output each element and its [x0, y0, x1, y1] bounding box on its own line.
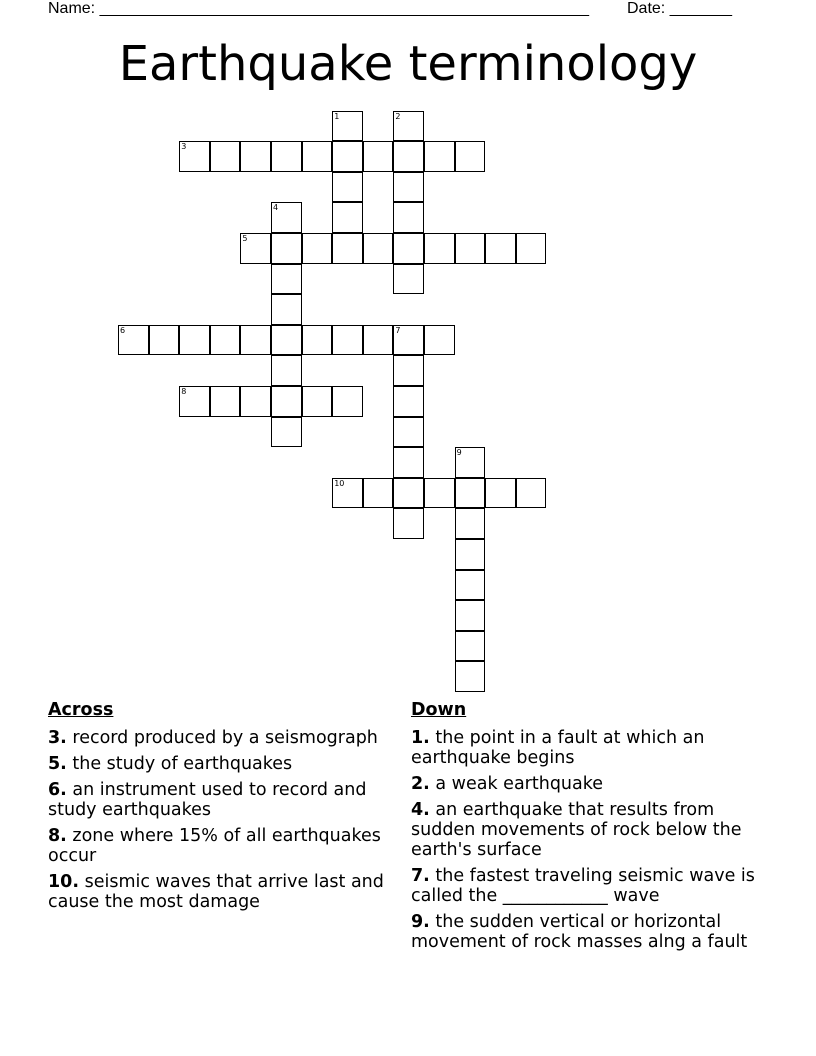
- clue-number: 7.: [411, 866, 430, 886]
- clue-number: 1.: [411, 728, 430, 748]
- clue-number-label: 9: [456, 448, 462, 458]
- grid-cell[interactable]: [332, 202, 363, 233]
- grid-cell[interactable]: [393, 417, 424, 448]
- grid-cell[interactable]: [240, 233, 271, 264]
- clue-number-label: 2: [395, 111, 401, 121]
- grid-cell[interactable]: [393, 447, 424, 478]
- grid-cell[interactable]: [393, 508, 424, 539]
- grid-cell[interactable]: [393, 264, 424, 295]
- clue-text: zone where 15% of all earthquakes occur: [48, 826, 381, 866]
- grid-cell[interactable]: [302, 233, 333, 264]
- grid-cell[interactable]: [455, 600, 486, 631]
- grid-cell[interactable]: [455, 508, 486, 539]
- grid-cell[interactable]: [393, 111, 424, 142]
- grid-cell[interactable]: [240, 325, 271, 356]
- clue-number: 6.: [48, 780, 67, 800]
- clue-text: the study of earthquakes: [66, 754, 293, 774]
- grid-cell[interactable]: [455, 631, 486, 662]
- clue-number: 5.: [48, 754, 67, 774]
- grid-cell[interactable]: [332, 233, 363, 264]
- clue-text: the point in a fault at which an earthquake begins: [411, 728, 705, 768]
- clue-text: an instrument used to record and study earthquakes: [48, 780, 367, 820]
- grid-cell[interactable]: [393, 355, 424, 386]
- grid-cell[interactable]: [455, 141, 486, 172]
- grid-cell[interactable]: [363, 325, 394, 356]
- grid-cell[interactable]: [179, 141, 210, 172]
- grid-cell[interactable]: [424, 141, 455, 172]
- date-line: Date: _______: [627, 0, 732, 17]
- grid-cell[interactable]: [332, 141, 363, 172]
- grid-cell[interactable]: [149, 325, 180, 356]
- grid-cell[interactable]: [455, 233, 486, 264]
- grid-cell[interactable]: [271, 386, 302, 417]
- grid-cell[interactable]: [424, 233, 455, 264]
- grid-cell[interactable]: [424, 478, 455, 509]
- grid-cell[interactable]: [363, 478, 394, 509]
- grid-cell[interactable]: [271, 355, 302, 386]
- down-clues: [411, 700, 771, 958]
- across-heading: Across: [48, 700, 114, 720]
- clue-text: seismic waves that arrive last and cause the most damage: [48, 872, 384, 912]
- grid-cell[interactable]: [424, 325, 455, 356]
- across-clue: [48, 826, 398, 866]
- grid-cell[interactable]: [210, 325, 241, 356]
- grid-cell[interactable]: [363, 141, 394, 172]
- grid-cell[interactable]: [271, 233, 302, 264]
- grid-cell[interactable]: [271, 417, 302, 448]
- clue-number-label: 7: [395, 325, 401, 335]
- clue-text: record produced by a seismograph: [66, 728, 378, 748]
- grid-cell[interactable]: [179, 325, 210, 356]
- clue-number: 2.: [411, 774, 430, 794]
- across-clue: [48, 780, 398, 820]
- grid-cell[interactable]: [516, 233, 547, 264]
- clue-number-label: 10: [334, 478, 345, 488]
- grid-cell[interactable]: [393, 202, 424, 233]
- grid-cell[interactable]: [393, 386, 424, 417]
- grid-cell[interactable]: [271, 264, 302, 295]
- grid-cell[interactable]: [393, 478, 424, 509]
- grid-cell[interactable]: [179, 386, 210, 417]
- down-clue: [411, 866, 771, 906]
- grid-cell[interactable]: [393, 325, 424, 356]
- grid-cell[interactable]: [302, 386, 333, 417]
- clue-number: 4.: [411, 800, 430, 820]
- clue-number-label: 1: [334, 111, 340, 121]
- grid-cell[interactable]: [455, 478, 486, 509]
- grid-cell[interactable]: [271, 202, 302, 233]
- down-clue: [411, 774, 771, 794]
- grid-cell[interactable]: [455, 570, 486, 601]
- clue-number-label: 5: [242, 234, 248, 243]
- grid-cell[interactable]: [393, 233, 424, 264]
- grid-cell[interactable]: [332, 172, 363, 203]
- clue-number-label: 6: [120, 325, 126, 335]
- clue-number: 9.: [411, 912, 430, 932]
- across-clue: [48, 872, 398, 912]
- grid-cell[interactable]: [210, 386, 241, 417]
- grid-cell[interactable]: [240, 141, 271, 172]
- clue-number: 10.: [48, 872, 80, 892]
- down-clue: [411, 728, 771, 768]
- across-clue: [48, 754, 398, 774]
- clue-text: the sudden vertical or horizontal movement of rock masses alng a fault: [411, 912, 748, 952]
- down-heading: Down: [411, 700, 467, 720]
- grid-cell[interactable]: [332, 111, 363, 142]
- clue-number-label: 3: [181, 142, 187, 152]
- grid-cell[interactable]: [302, 325, 333, 356]
- grid-cell[interactable]: [302, 141, 333, 172]
- clue-text: a weak earthquake: [429, 774, 604, 794]
- down-clue: [411, 912, 771, 952]
- page-title: Earthquake terminology: [118, 36, 698, 92]
- clue-number-label: 4: [273, 203, 279, 213]
- across-clue: [48, 728, 398, 748]
- grid-cell[interactable]: [455, 447, 486, 478]
- grid-cell[interactable]: [393, 141, 424, 172]
- clue-number: 8.: [48, 826, 67, 846]
- clue-text: an earthquake that results from sudden movements of rock below the earth's surface: [411, 800, 742, 860]
- grid-cell[interactable]: [332, 478, 363, 509]
- grid-cell[interactable]: [393, 172, 424, 203]
- grid-cell[interactable]: [271, 294, 302, 325]
- clue-number: 3.: [48, 728, 67, 748]
- grid-cell[interactable]: [271, 141, 302, 172]
- down-clue: [411, 800, 771, 860]
- clue-text: the fastest traveling seismic wave is called the ____________ wave: [411, 866, 755, 906]
- grid-cell[interactable]: [332, 386, 363, 417]
- name-line: Name: _______________________________________________________: [48, 0, 589, 17]
- across-clues: [48, 700, 398, 918]
- grid-cell[interactable]: [332, 325, 363, 356]
- grid-cell[interactable]: [516, 478, 547, 509]
- grid-cell[interactable]: [485, 478, 516, 509]
- grid-cell[interactable]: [455, 661, 486, 692]
- grid-cell[interactable]: [210, 141, 241, 172]
- grid-cell[interactable]: [240, 386, 271, 417]
- clue-number-label: 8: [181, 387, 187, 396]
- grid-cell[interactable]: [455, 539, 486, 570]
- grid-cell[interactable]: [271, 325, 302, 356]
- grid-cell[interactable]: [118, 325, 149, 356]
- grid-cell[interactable]: [485, 233, 516, 264]
- grid-cell[interactable]: [363, 233, 394, 264]
